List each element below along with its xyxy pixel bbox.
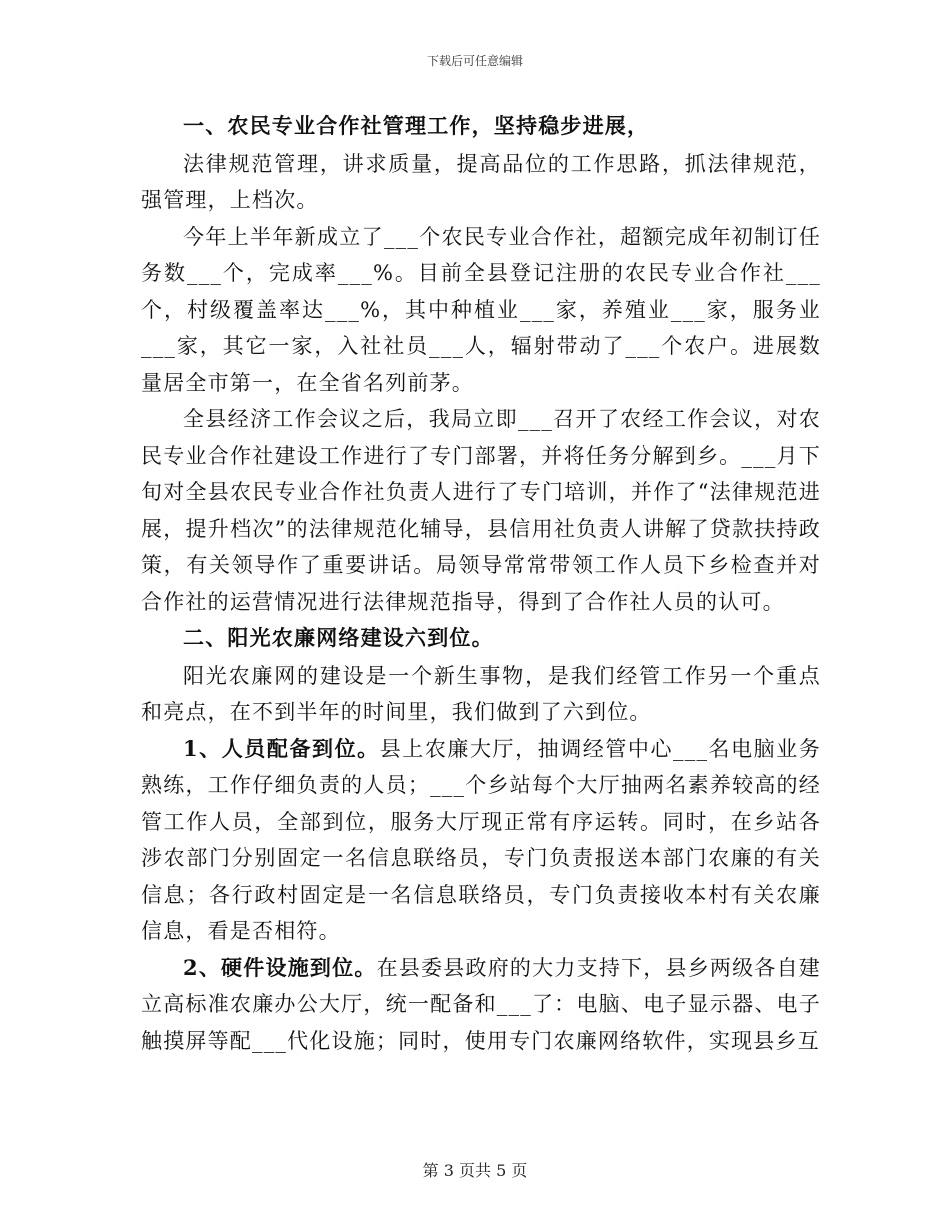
section-1-title: 一、农民专业合作社管理工作，坚持稳步进展， [183, 113, 650, 138]
page-header-note: 下载后可任意编辑 [426, 54, 523, 68]
item-2-text: 在县委县政府的大力支持下，县乡两级各自建立高标准农廉办公大厅，统一配备和___了：电脑、电子显示器、电子触摸屏等配___代化设施；同时，使用专门农廉网络软件，实现县乡互 [141, 955, 821, 1053]
section-2-title: 二、阳光农廉网络建设六到位。 [183, 625, 494, 650]
document-body [141, 108, 821, 1059]
section-2-paragraph-1: 阳光农廉网的建设是一个新生事物，是我们经管工作另一个重点和亮点，在不到半年的时间里，我们做到了六到位。 [141, 663, 821, 724]
item-2-lead: 2、硬件设施到位。 [183, 954, 377, 980]
item-1-lead: 1、人员配备到位。 [183, 735, 380, 761]
section-1-paragraph-1: 法律规范管理，讲求质量，提高品位的工作思路，抓法律规范，强管理，上档次。 [141, 151, 821, 212]
section-1-paragraph-3: 全县经济工作会议之后，我局立即___召开了农经工作会议，对农民专业合作社建设工作进行了专门部署，并将任务分解到乡。___月下旬对全县农民专业合作社负责人进行了专门培训，并作了“法律规范进展，提升档次”的法律规范化辅导，县信用社负责人讲解了贷款扶持政策，有关领导作了重要讲话。局领导常常带领工作人员下乡检查并对合作社的运营情况进行法律规范指导，得到了合作社人员的认可。 [141, 407, 821, 614]
page-number: 第 3 页共 5 页 [422, 1161, 528, 1180]
section-2-item-2 [141, 950, 821, 1060]
section-2-item-1 [141, 731, 821, 950]
section-1-paragraph-2: 今年上半年新成立了___个农民专业合作社，超额完成年初制订任务数___个，完成率___%。目前全县登记注册的农民专业合作社___个，村级覆盖率达___%，其中种植业___家，养殖业___家，服务业___家，其它一家，入社社员___人，辐射带动了___个农户。进展数量居全市第一，在全省名列前茅。 [141, 224, 821, 395]
item-1-text: 县上农廉大厅，抽调经管中心___名电脑业务熟练，工作仔细负责的人员；___个乡站每个大厅抽两名素养较高的经管工作人员，全部到位，服务大厅现正常有序运转。同时，在乡站各涉农部门分别固定一名信息联络员，专门负责报送本部门农廉的有关信息；各行政村固定是一名信息联络员，专门负责接收本村有关农廉信息，看是否相符。 [141, 736, 821, 943]
